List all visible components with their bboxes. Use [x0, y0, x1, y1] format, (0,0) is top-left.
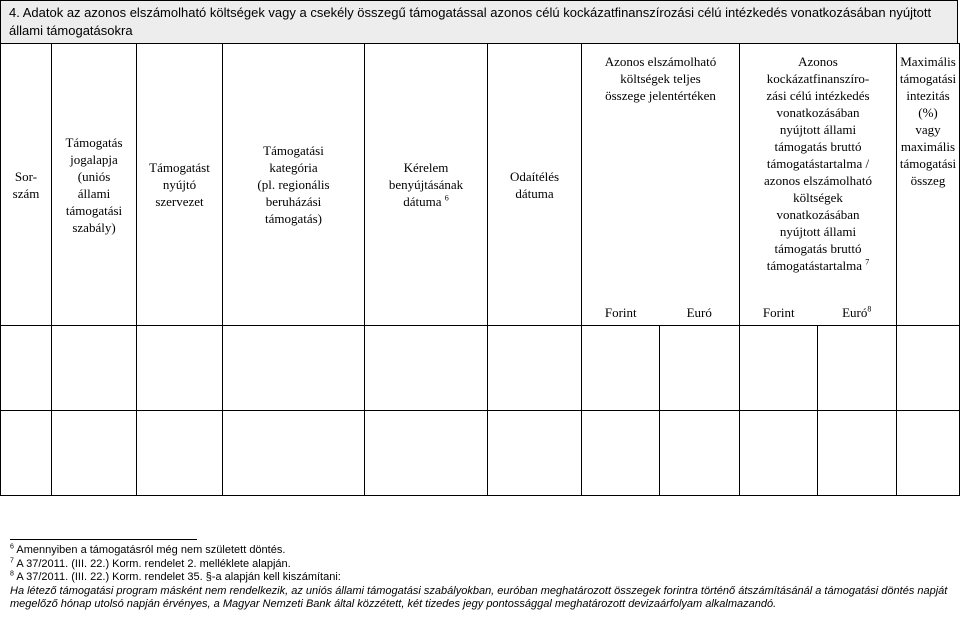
header-kategoria: Támogatási kategória (pl. regionális beruházási támogatás): [223, 44, 365, 326]
cell[interactable]: [223, 411, 365, 496]
header-euro-1: Euró: [660, 300, 740, 326]
cell[interactable]: [52, 326, 137, 411]
cell[interactable]: [582, 411, 660, 496]
header-szervezet: Támogatást nyújtó szervezet: [137, 44, 223, 326]
table-row: [1, 411, 960, 496]
cell[interactable]: [1, 411, 52, 496]
cell[interactable]: [52, 411, 137, 496]
header-forint-2: Forint: [740, 300, 818, 326]
cell[interactable]: [137, 326, 223, 411]
cell[interactable]: [660, 411, 740, 496]
cell[interactable]: [740, 411, 818, 496]
table-row: [1, 326, 960, 411]
footnote-7: $^7$ A 37/2011. (III. 22.) Korm. rendelet 2. melléklete alapján.: [10, 556, 291, 570]
exchange-rate-note: Ha létező támogatási program másként nem rendelkezik, az uniós állami támogatási szabályokban, euróban meghatározott összegek forintra történő átszámításánál a támogatási döntés napját megelőző hónap utolsó napján érvényes, a Magyar Nemzeti Bank által közzétett, két tizedes jegy pontossággal meghatározott devizaárfolyam alkalmazandó.: [10, 584, 948, 610]
cell[interactable]: [818, 411, 897, 496]
cell[interactable]: [582, 326, 660, 411]
cell[interactable]: [365, 326, 488, 411]
footnote-6: $^6$ Amennyiben a támogatásról még nem született döntés.: [10, 543, 286, 556]
header-sorszam: Sor- szám: [1, 44, 52, 326]
cell[interactable]: [897, 326, 960, 411]
cell[interactable]: [488, 326, 582, 411]
header-odaiteles: Odaítélés dátuma: [488, 44, 582, 326]
cell[interactable]: [818, 326, 897, 411]
cell[interactable]: [365, 411, 488, 496]
header-forint-1: Forint: [582, 300, 660, 326]
header-azonos: Azonos kockázatfinanszíro- zási célú intézkedés vonatkozásában nyújtott állami támogatás bruttó támogatástartalma / azonos elszámolható költségek vonatkozásában nyújtott állami támogatás bruttó támogatástartalma $^7$: [740, 44, 897, 300]
header-maximalis: Maximális támogatási intezitás (%) vagy maximális támogatási összeg: [897, 44, 960, 326]
footnotes: [10, 532, 955, 612]
footnote-8: $^8$ A 37/2011. (III. 22.) Korm. rendelet 35. §-a alapján kell kiszámítani:: [10, 570, 341, 583]
header-euro-2: Euró$^8$: [818, 300, 897, 326]
cell[interactable]: [660, 326, 740, 411]
header-kerelem: Kérelem benyújtásának dátuma $^6$: [365, 44, 488, 326]
cell[interactable]: [137, 411, 223, 496]
section-title: 4. Adatok az azonos elszámolható költségek vagy a csekély összegű támogatással azonos célú kockázatfinanszírozási célú intézkedés vonatkozásában nyújtott állami támogatásokra: [0, 0, 958, 43]
cell[interactable]: [897, 411, 960, 496]
header-koltseg: Azonos elszámolható költségek teljes összege jelentértéken: [582, 44, 740, 300]
cell[interactable]: [488, 411, 582, 496]
header-jogalap: Támogatás jogalapja (uniós állami támogatási szabály): [52, 44, 137, 326]
cell[interactable]: [740, 326, 818, 411]
support-data-table: [0, 43, 960, 496]
cell[interactable]: [223, 326, 365, 411]
cell[interactable]: [1, 326, 52, 411]
